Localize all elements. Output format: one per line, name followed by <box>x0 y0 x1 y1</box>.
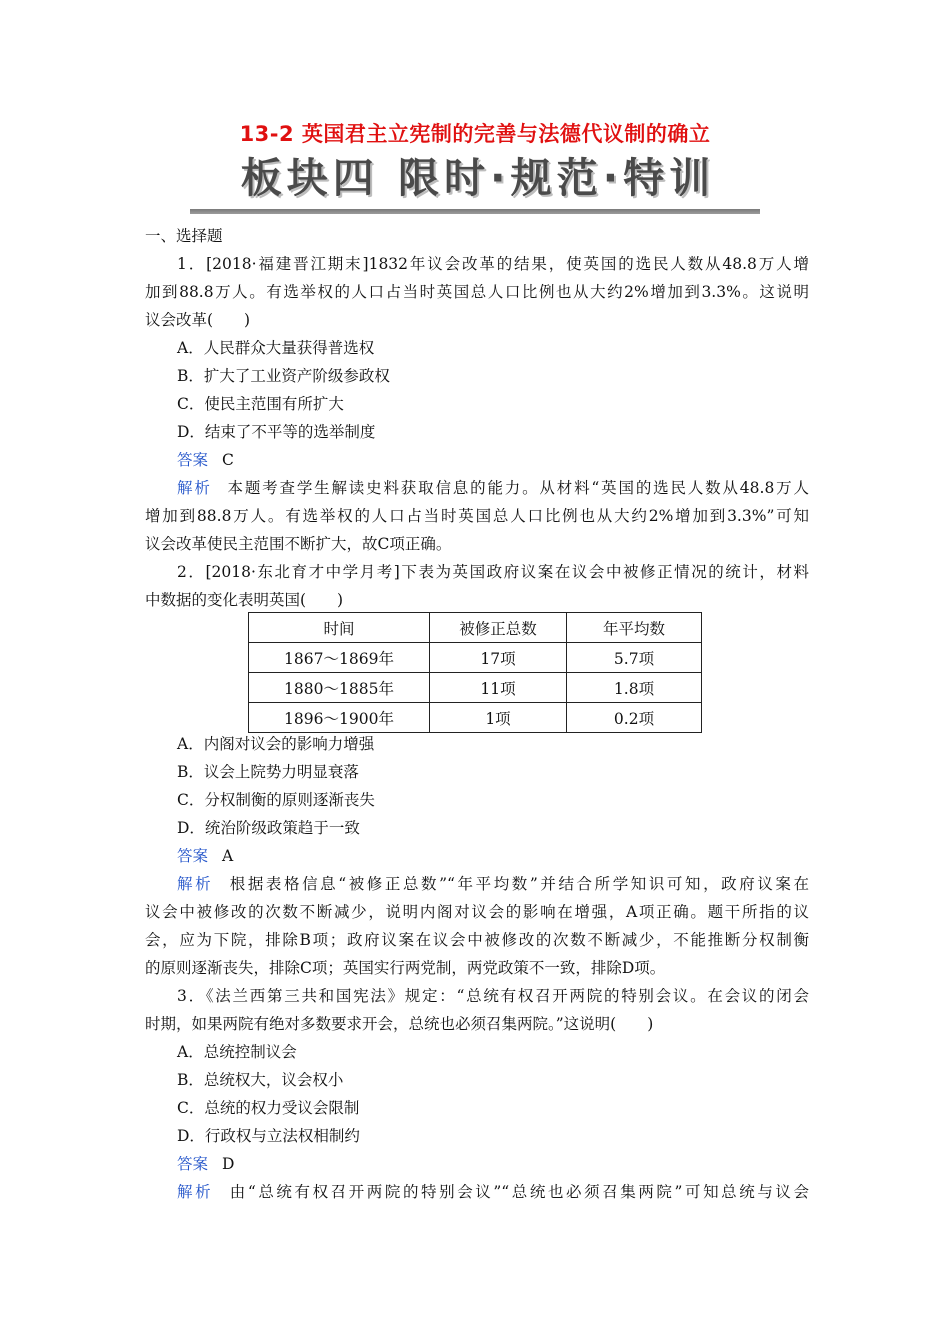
q1-answer <box>145 446 809 474</box>
q2-analysis-line-2: 议会中被修改的次数不断减少，说明内阁对议会的影响在增强，A项正确。题干所指的议 <box>145 903 809 921</box>
q3-option-a: A．总统控制议会 <box>177 1043 297 1061</box>
q1-analysis-line-1 <box>145 474 809 502</box>
q2-option-a: A．内阁对议会的影响力增强 <box>177 735 375 753</box>
q2-analysis-line-4: 的原则逐渐丧失，排除C项；英国实行两党制，两党政策不一致，排除D项。 <box>145 959 666 977</box>
table-row <box>249 673 702 703</box>
q3-analysis-label: 解析 <box>177 1183 214 1201</box>
section-banner <box>190 150 760 220</box>
q3-answer-label: 答案 <box>177 1155 209 1173</box>
q3-option-b: B．总统权大，议会权小 <box>177 1071 344 1089</box>
table-header-cell: 时间 <box>249 613 430 643</box>
amendment-stats-table <box>248 612 702 733</box>
q3-analysis-line-1 <box>145 1178 809 1206</box>
q2-option-b: B．议会上院势力明显衰落 <box>177 763 359 781</box>
q3-answer-value: D <box>222 1155 235 1173</box>
q1-answer-label: 答案 <box>177 451 209 469</box>
table-cell: 17项 <box>430 643 567 673</box>
q2-option-c: C．分权制衡的原则逐渐丧失 <box>177 791 375 809</box>
q1-stem-line-1: 1．[2018·福建晋江期末]1832年议会改革的结果，使英国的选民人数从48.8万人增 <box>177 255 809 273</box>
q3-answer <box>145 1150 809 1178</box>
section-heading: 一、选择题 <box>145 227 223 245</box>
q2-stem-line-2: 中数据的变化表明英国( ) <box>145 591 344 609</box>
table-cell: 1867～1869年 <box>249 643 430 673</box>
q2-analysis-line-3: 会，应为下院，排除B项；政府议案在议会中被修改的次数不断减少，不能推断分权制衡 <box>145 931 809 949</box>
table-row <box>249 703 702 733</box>
table-header-cell: 被修正总数 <box>430 613 567 643</box>
banner-text: 板块四 限时·规范·特训 <box>240 154 716 202</box>
q1-stem-line-2: 加到88.8万人。有选举权的人口占当时英国总人口比例也从大约2%增加到3.3%。这说明 <box>145 283 809 301</box>
q2-analysis-label: 解析 <box>177 875 214 893</box>
q3-option-d: D．行政权与立法权相制约 <box>177 1127 360 1145</box>
table-cell: 5.7项 <box>567 643 702 673</box>
table-header-row <box>249 613 702 643</box>
q1-option-c: C．使民主范围有所扩大 <box>177 395 344 413</box>
q1-option-b: B．扩大了工业资产阶级参政权 <box>177 367 390 385</box>
table-header-cell: 年平均数 <box>567 613 702 643</box>
q2-stem-line-1: 2．[2018·东北育才中学月考]下表为英国政府议案在议会中被修正情况的统计，材料 <box>177 563 809 581</box>
q1-analysis-line-3: 议会改革使民主范围不断扩大，故C项正确。 <box>145 535 452 553</box>
q2-answer-value: A <box>222 847 234 865</box>
questions-bottom <box>145 730 809 1206</box>
q3-option-c: C．总统的权力受议会限制 <box>177 1099 360 1117</box>
table-cell: 1896～1900年 <box>249 703 430 733</box>
questions-top <box>145 222 809 614</box>
table-cell: 0.2项 <box>567 703 702 733</box>
q3-analysis-text-1: 由“总统有权召开两院的特别会议”“总统也必须召集两院”可知总统与议会 <box>227 1183 809 1201</box>
q1-analysis-label: 解析 <box>177 479 212 497</box>
q3-stem-line-2: 时期，如果两院有绝对多数要求开会，总统也必须召集两院。”这说明( ) <box>145 1015 654 1033</box>
banner-divider <box>190 209 760 214</box>
table-row <box>249 643 702 673</box>
q3-stem-line-1: 3．《法兰西第三共和国宪法》规定：“总统有权召开两院的特别会议。在会议的闭会 <box>177 987 809 1005</box>
q2-analysis-text-1: 根据表格信息“被修正总数”“年平均数”并结合所学知识可知，政府议案在 <box>227 875 809 893</box>
q1-answer-value: C <box>222 451 234 469</box>
table-cell: 1880～1885年 <box>249 673 430 703</box>
q1-analysis-line-2: 增加到88.8万人。有选举权的人口占当时英国总人口比例也从大约2%增加到3.3%”可知 <box>145 507 809 525</box>
q2-answer <box>145 842 809 870</box>
page-title: 13-2 英国君主立宪制的完善与法德代议制的确立 <box>239 122 711 146</box>
table-cell: 1项 <box>430 703 567 733</box>
q2-answer-label: 答案 <box>177 847 209 865</box>
q2-analysis-line-1 <box>145 870 809 898</box>
q2-option-d: D．统治阶级政策趋于一致 <box>177 819 360 837</box>
q1-analysis-text-1: 本题考查学生解读史料获取信息的能力。从材料“英国的选民人数从48.8万人 <box>225 479 809 497</box>
table-cell: 1.8项 <box>567 673 702 703</box>
q1-option-a: A．人民群众大量获得普选权 <box>177 339 375 357</box>
q1-stem-line-3: 议会改革( ) <box>145 311 251 329</box>
q1-option-d: D．结束了不平等的选举制度 <box>177 423 376 441</box>
table-cell: 11项 <box>430 673 567 703</box>
